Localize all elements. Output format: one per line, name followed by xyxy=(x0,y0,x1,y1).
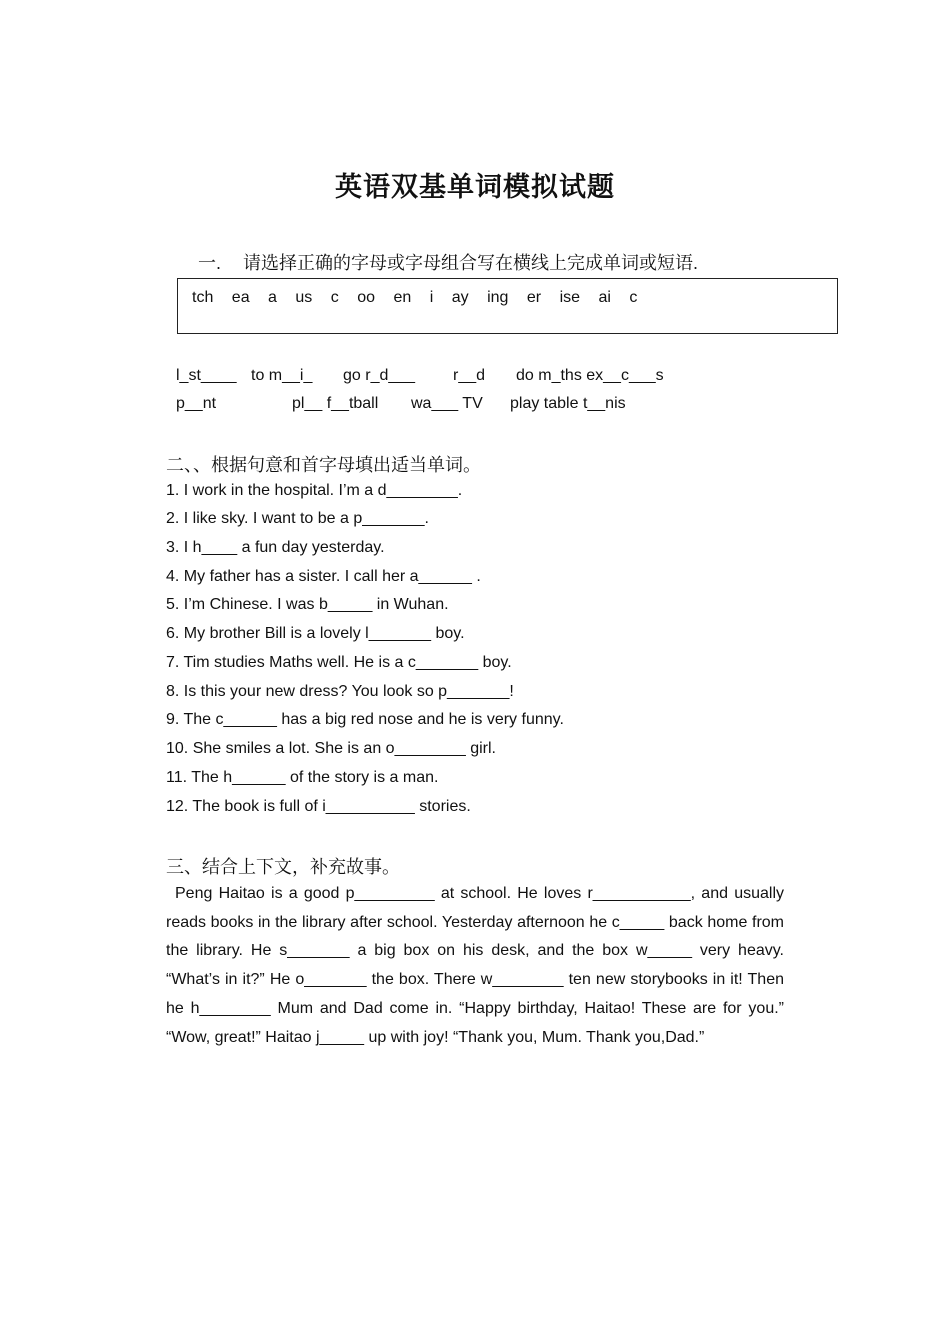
section1-instruction: 请选择正确的字母或字母组合写在横线上完成单词或短语. xyxy=(243,253,698,273)
question: 7. Tim studies Maths well. He is a c_______ boy. xyxy=(166,654,512,671)
story-paragraph: Peng Haitao is a good p_________ at school. He loves r___________, and usually reads books in the library after school. Yesterday afternoon he c_____ back home from the library. He s_______ a big box on his desk, and the box w_____ very heavy. “What’s in it?” He o_______ the box. There w________ ten new storybooks in it! Then he h________ Mum and Dad come in. “Happy birthday, Haitao! These are for you.” “Wow, great!” Haitao j_____ up with joy! “Thank you, Mum. Thank you,Dad.” xyxy=(166,885,784,1046)
section2-heading: 二、、根据句意和首字母填出适当单词。 xyxy=(166,455,481,475)
letter-options xyxy=(192,289,651,307)
word-blank: p__nt xyxy=(176,395,217,412)
question: 5. I’m Chinese. I was b_____ in Wuhan. xyxy=(166,596,449,613)
section1-heading xyxy=(198,249,698,275)
word-blank: wa___ TV xyxy=(411,395,483,412)
letter-option: a xyxy=(268,289,277,306)
question: 8. Is this your new dress? You look so p_______! xyxy=(166,683,514,700)
question: 1. I work in the hospital. I’m a d________. xyxy=(166,482,463,499)
letter-option: tch xyxy=(192,289,214,306)
section3-heading: 三、结合上下文，补充故事。 xyxy=(166,857,400,877)
question: 3. I h____ a fun day yesterday. xyxy=(166,539,385,556)
word-blank: to m__i_ xyxy=(251,367,313,384)
letter-option: er xyxy=(526,289,542,306)
letter-option: ay xyxy=(451,289,469,306)
word-blank: do m_ths ex__c___s xyxy=(516,367,664,384)
section1-number: 一. xyxy=(198,253,222,273)
word-blank: l_st____ xyxy=(176,367,237,384)
question: 4. My father has a sister. I call her a______ . xyxy=(166,568,481,585)
word-blank: pl__ f__tball xyxy=(292,395,379,412)
question: 12. The book is full of i__________ stories. xyxy=(166,798,471,815)
letter-option: ai xyxy=(598,289,611,306)
letter-option: ing xyxy=(487,289,509,306)
question: 9. The c______ has a big red nose and he is very funny. xyxy=(166,711,564,728)
question: 10. She smiles a lot. She is an o________ girl. xyxy=(166,740,496,757)
question: 2. I like sky. I want to be a p_______. xyxy=(166,510,429,527)
letter-option: us xyxy=(295,289,313,306)
letter-option: c xyxy=(629,289,638,306)
question: 6. My brother Bill is a lovely l_______ boy. xyxy=(166,625,465,642)
page-title: 英语双基单词模拟试题 xyxy=(335,172,615,203)
word-blank: go r_d___ xyxy=(343,367,416,384)
letter-option: i xyxy=(429,289,434,306)
letter-option: oo xyxy=(357,289,376,306)
letter-option: c xyxy=(330,289,339,306)
letter-option: ea xyxy=(231,289,250,306)
word-blank: r__d xyxy=(453,367,486,384)
question: 11. The h______ of the story is a man. xyxy=(166,769,439,786)
letter-option: en xyxy=(393,289,412,306)
word-blank: play table t__nis xyxy=(510,395,626,412)
letter-option: ise xyxy=(559,289,581,306)
